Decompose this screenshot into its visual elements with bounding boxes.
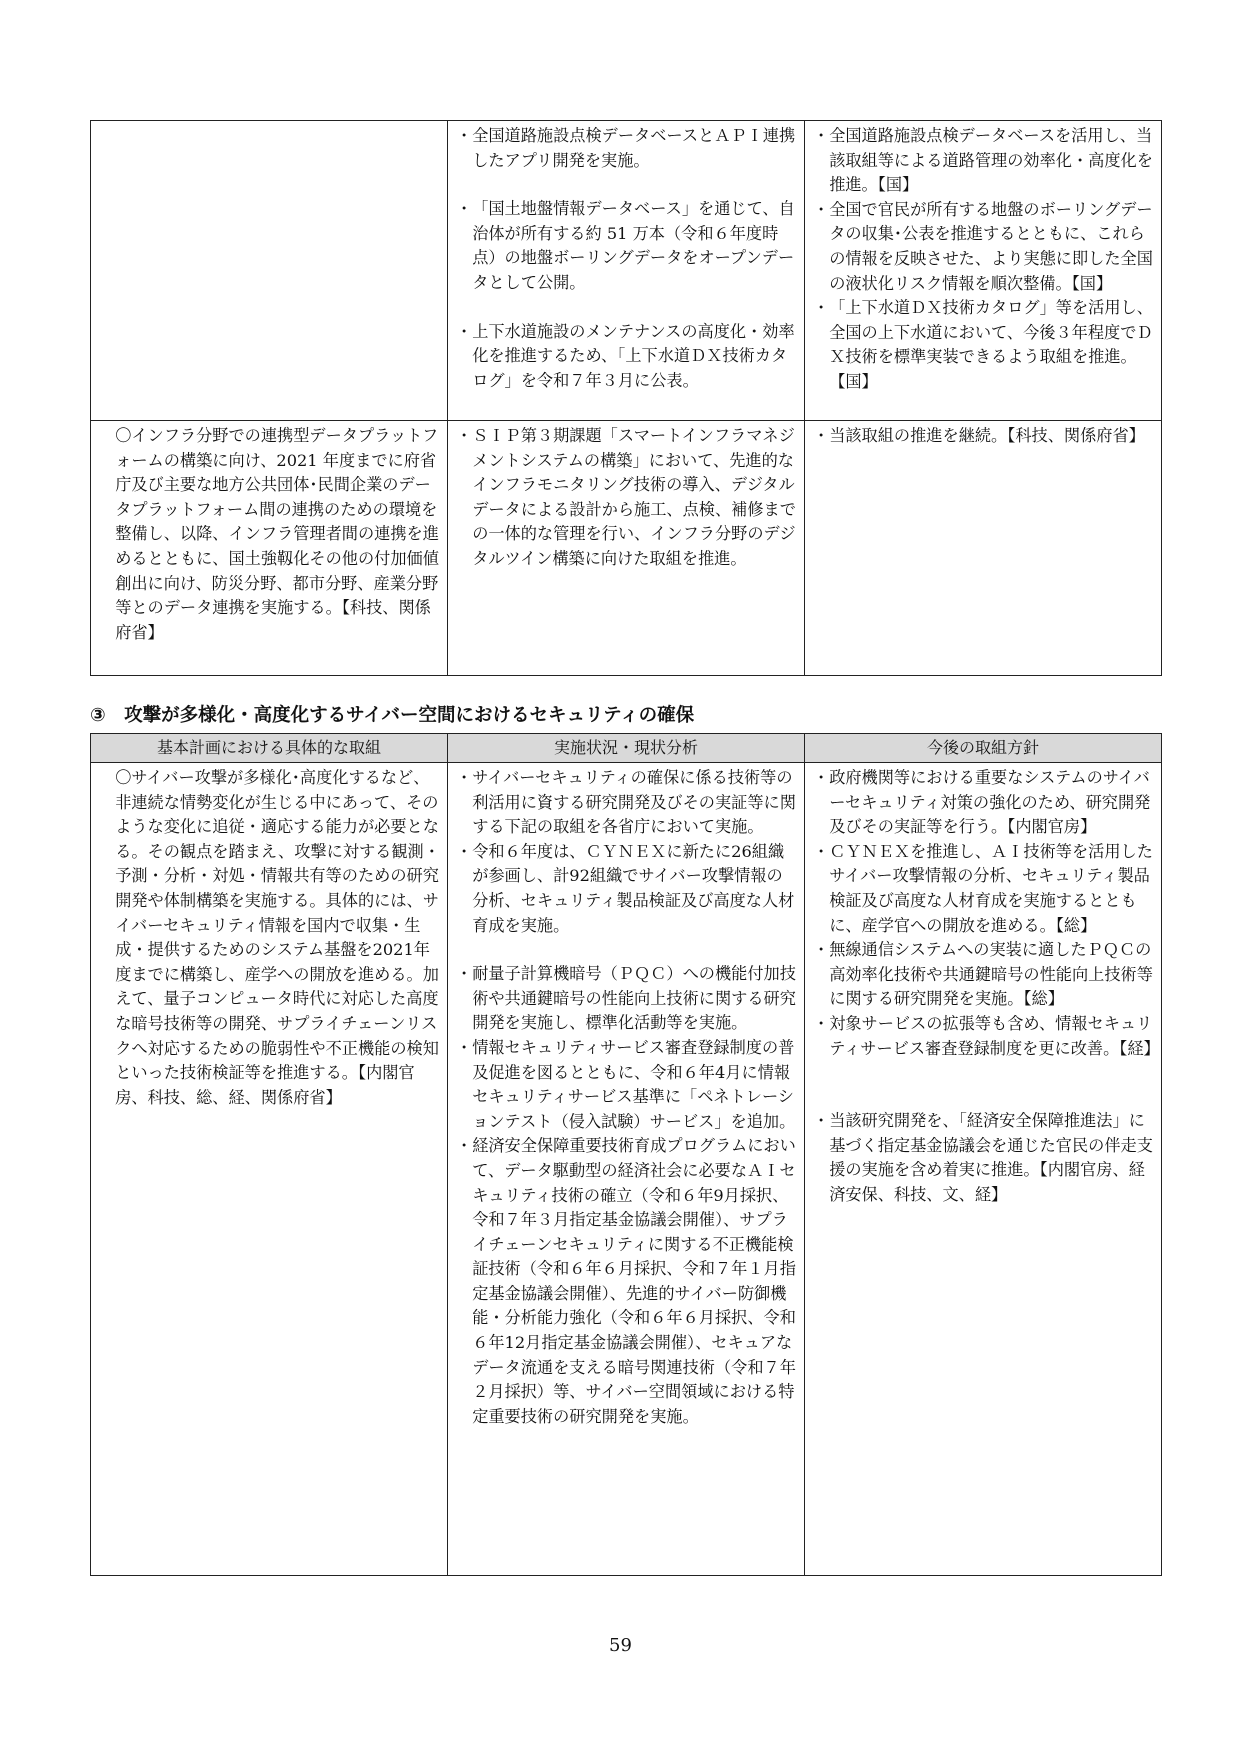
table-row <box>91 763 1162 1576</box>
column-header: 基本計画における具体的な取組 <box>91 734 448 763</box>
list-item: ・ 全国道路施設点検データベースとＡＰＩ連携したアプリ開発を実施。 <box>456 126 796 170</box>
table-cell <box>448 763 805 1576</box>
plan-item: 〇インフラ分野での連携型データプラットフォームの構築に向け、2021 年度までに府省庁及び主要な地方公共団体･民間企業のデータプラットフォーム間の連携のための環境を整備し、以降、インフラ管理者間の連携を進めるとともに、国土強靱化その他の付加価値創出に向け、防災分野、都市分野、産業分野等とのデータ連携を実施する。【科技、関係府省】 <box>115 426 439 642</box>
list-item: ・ 対象サービスの拡張等も含め、情報セキュリティサービス審査登録制度を更に改善。【経】 <box>813 1013 1160 1058</box>
list-item: ・ 経済安全保障重要技術育成プログラムにおいて、データ駆動型の経済社会に必要なＡＩセキュリティ技術の確立（令和６年9月採択、令和７年３月指定基金協議会開催）、サプライチェーンセキュリティに関する不正機能検証技術（令和６年６月採択、令和７年１月指定基金協議会開催）、先進的サイバー防御機能・分析能力強化（令和６年６月採択、令和６年12月指定基金協議会開催）、セキュアなデータ流通を支える暗号関連技術（令和７年２月採択）等、サイバー空間領域における特定重要技術の研究開発を実施。 <box>456 1136 796 1426</box>
table-row <box>91 121 1162 421</box>
table-cell <box>448 121 805 421</box>
table-cell <box>805 421 1162 676</box>
list-item: ・ 当該取組の推進を継続。【科技、関係府省】 <box>813 426 1145 445</box>
table-cell <box>805 763 1162 1576</box>
list-item: ・ 全国で官民が所有する地盤のボーリングデータの収集･公表を推進するとともに、これらの情報を反映させた、より実態に即した全国の液状化リスク情報を順次整備。【国】 <box>813 199 1153 293</box>
column-header: 実施状況・現状分析 <box>448 734 805 763</box>
list-item: ・ 政府機関等における重要なシステムのサイバーセキュリティ対策の強化のため、研究開発及びその実証等を行う。【内閣官房】 <box>813 768 1151 837</box>
list-item: ・ 耐量子計算機暗号（ＰＱＣ）への機能付加技術や共通鍵暗号の性能向上技術に関する研究開発を実施し、標準化活動等を実施。 <box>456 964 796 1033</box>
table-cell <box>805 121 1162 421</box>
list-item: ・ 令和６年度は、ＣＹＮＥＸに新たに26組織が参画し、計92組織でサイバー攻撃情報の分析、セキュリティ製品検証及び高度な人材育成を実施。 <box>456 841 795 935</box>
continued-table <box>90 120 1162 676</box>
table-cell <box>91 121 448 421</box>
list-item: ・ 情報セキュリティサービス審査登録制度の普及促進を図るとともに、令和６年4月に情報セキュリティサービス基準に「ペネトレーションテスト（侵入試験）サービス」を追加。 <box>456 1037 796 1131</box>
security-table <box>90 733 1162 1576</box>
list-item: ・ サイバーセキュリティの確保に係る技術等の利活用に資する研究開発及びその実証等に関する下記の取組を各省庁において実施。 <box>456 768 796 837</box>
list-item: ・ 「国土地盤情報データベース」を通じて、自治体が所有する約 51 万本（令和６年度時点）の地盤ボーリングデータをオープンデータとして公開。 <box>456 199 795 292</box>
list-item: ・ ＣＹＮＥＸを推進し、ＡＩ技術等を活用したサイバー攻撃情報の分析、セキュリティ製品検証及び高度な人材育成を実施するとともに、産学官への開放を進める。【総】 <box>813 841 1153 935</box>
column-header: 今後の取組方針 <box>805 734 1162 763</box>
list-item: ・ ＳＩＰ第３期課題「スマートインフラマネジメントシステムの構築」において、先進的なインフラモニタリング技術の導入、デジタルデータによる設計から施工、点検、補修までの一体的な管理を行い、インフラ分野のデジタルツイン構築に向けた取組を推進。 <box>456 426 796 568</box>
table-header-row <box>91 734 1162 763</box>
section-heading: ③ 攻撃が多様化・高度化するサイバー空間におけるセキュリティの確保 <box>90 705 695 726</box>
table-row <box>91 421 1162 676</box>
list-item: ・ 上下水道施設のメンテナンスの高度化・効率化を推進するため、「上下水道ＤＸ技術カタログ」を令和７年３月に公表。 <box>456 321 795 390</box>
table-cell <box>91 421 448 676</box>
table-cell <box>91 763 448 1576</box>
page-number: 59 <box>609 1635 632 1656</box>
plan-item: 〇サイバー攻撃が多様化･高度化するなど、非連続な情勢変化が生じる中にあって、そのような変化に追従・適応する能力が必要となる。その観点を踏まえ、攻撃に対する観測・予測・分析・対処・情報共有等のための研究開発や体制構築を実施する。具体的には、サイバーセキュリティ情報を国内で収集・生成・提供するためのシステム基盤を2021年度までに構築し、産学への開放を進める。加えて、量子コンピュータ時代に対応した高度な暗号技術等の開発、サプライチェーンリスクへ対応するための脆弱性や不正機能の検知といった技術検証等を推進する。【内閣官房、科技、総、経、関係府省】 <box>115 768 440 1107</box>
table-cell <box>448 421 805 676</box>
list-item: ・ 全国道路施設点検データベースを活用し、当該取組等による道路管理の効率化・高度化を推進。【国】 <box>813 126 1153 195</box>
list-item: ・ 「上下水道ＤＸ技術カタログ」等を活用し、全国の上下水道において、今後３年程度でＤＸ技術を標準実装できるよう取組を推進。【国】 <box>813 298 1153 391</box>
list-item: ・ 当該研究開発を、「経済安全保障推進法」に基づく指定基金協議会を通じた官民の伴走支援の実施を含め着実に推進。【内閣官房、経済安保、科技、文、経】 <box>813 1111 1153 1204</box>
list-item: ・ 無線通信システムへの実装に適したＰＱＣの高効率化技術や共通鍵暗号の性能向上技術等に関する研究開発を実施。【総】 <box>813 940 1153 1009</box>
